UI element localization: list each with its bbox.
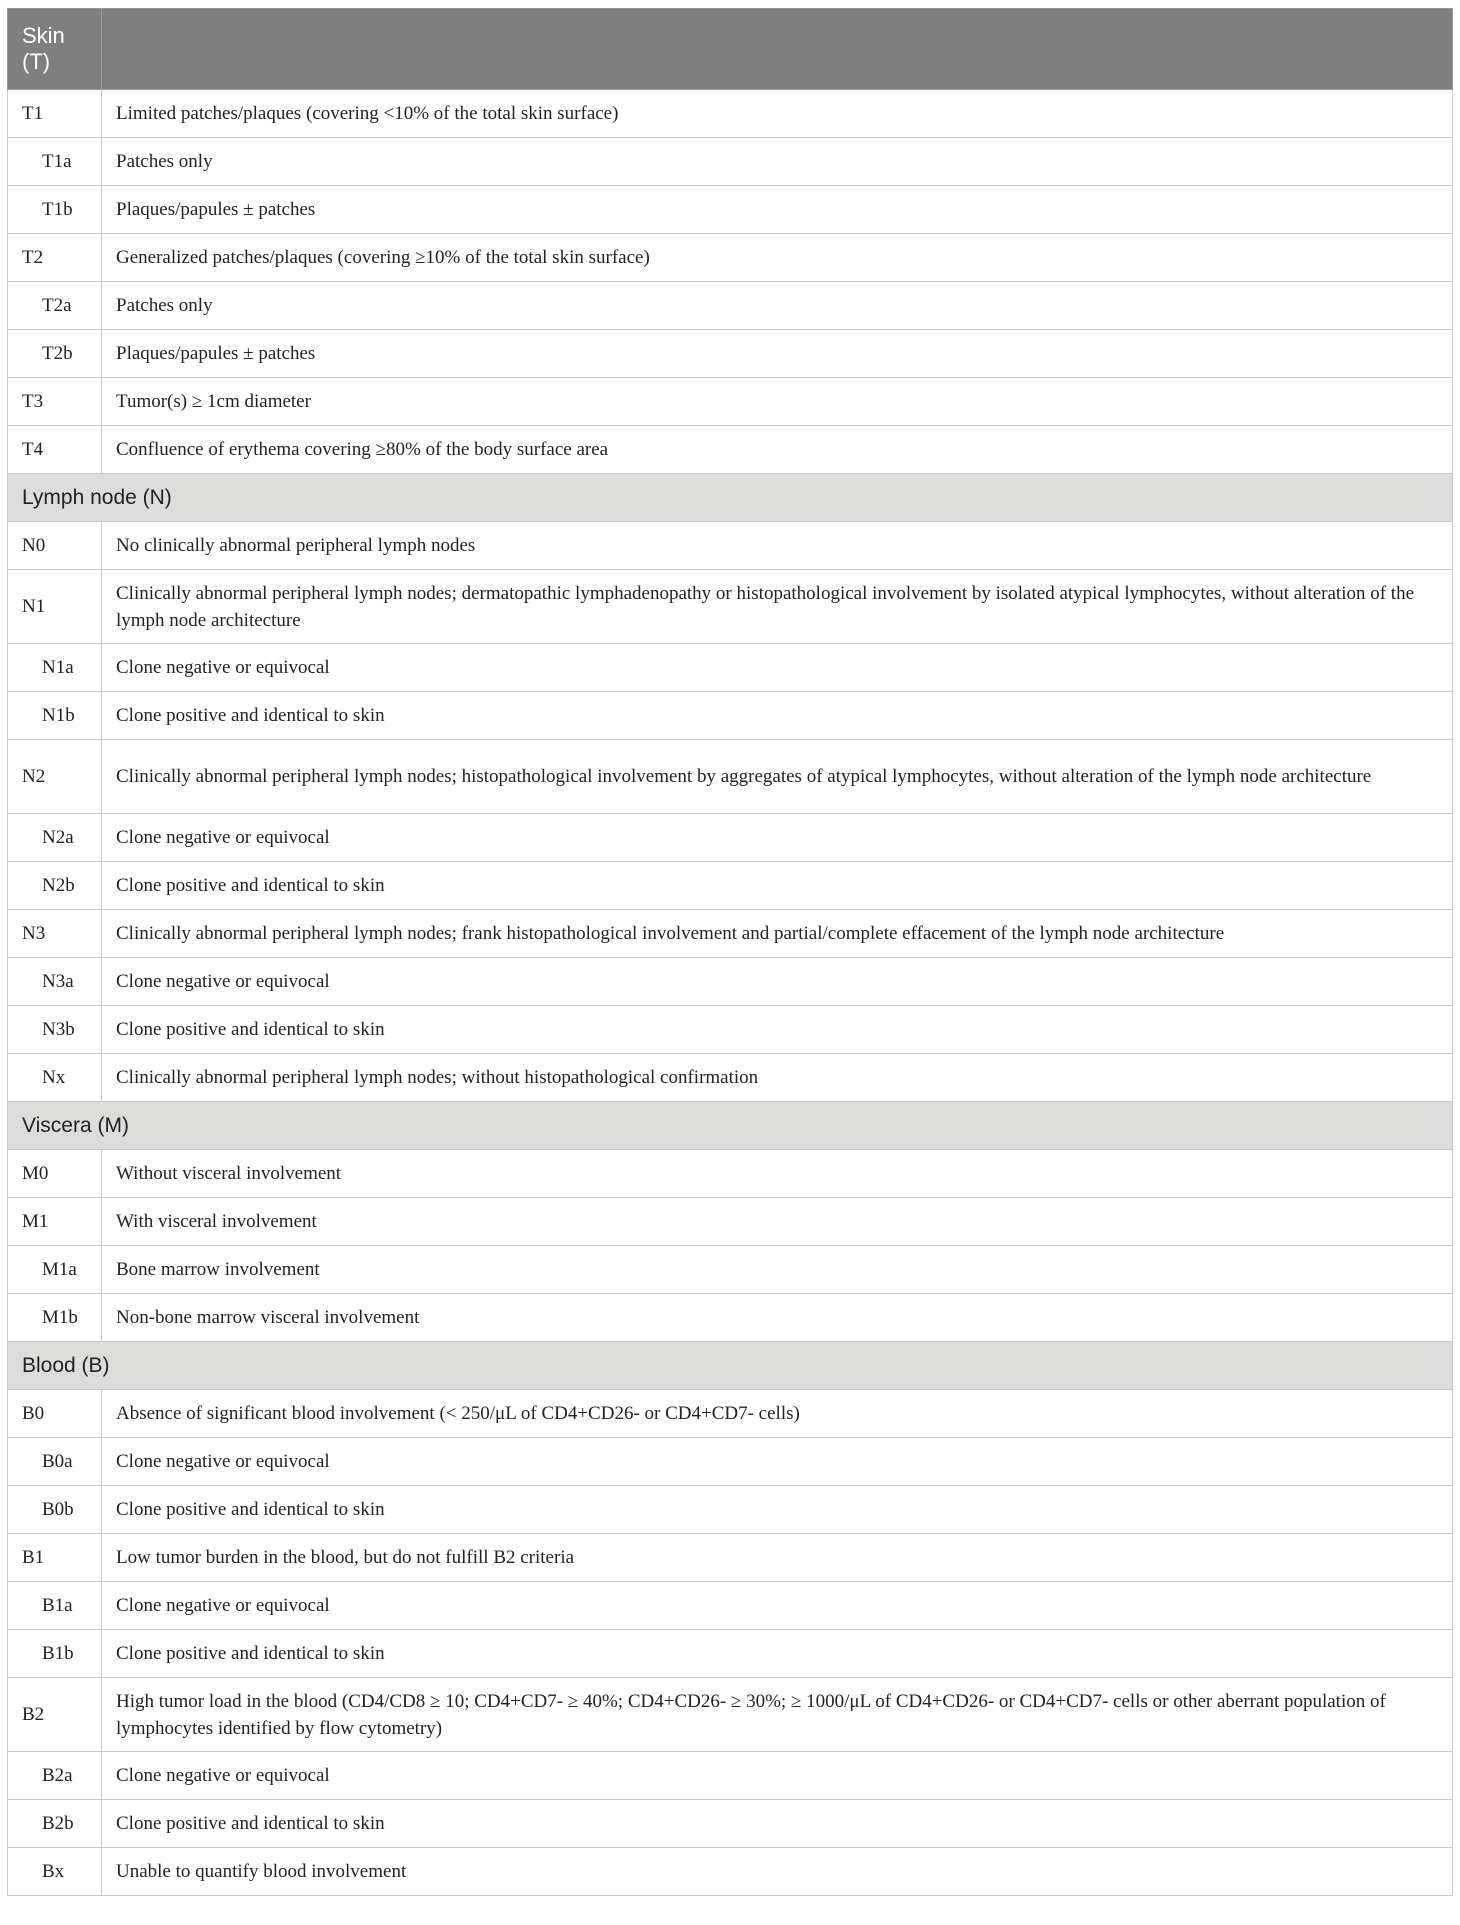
stage-description-cell: Clone negative or equivocal [102,1438,1453,1486]
section-title: Lymph node (N) [8,474,1453,522]
stage-code-cell: B1 [8,1534,102,1582]
stage-code-cell: T4 [8,426,102,474]
stage-code-cell: B2 [8,1678,102,1752]
header-skin-cell [8,9,102,90]
stage-description-cell: Without visceral involvement [102,1150,1453,1198]
table-row [8,330,1453,378]
tnm-staging-table [7,8,1453,1896]
stage-description-cell: Clone negative or equivocal [102,958,1453,1006]
table-row [8,1486,1453,1534]
viscera-section [8,1150,1453,1342]
lymph-node-section [8,522,1453,1102]
table-row [8,958,1453,1006]
stage-code-cell: Nx [8,1054,102,1102]
table-row [8,1630,1453,1678]
table-row [8,1246,1453,1294]
table-row [8,522,1453,570]
table-row [8,1752,1453,1800]
table-row [8,1390,1453,1438]
stage-description-cell: Patches only [102,282,1453,330]
section-header-blood [8,1342,1453,1390]
stage-description-cell: Clone positive and identical to skin [102,1800,1453,1848]
stage-description-cell: Non-bone marrow visceral involvement [102,1294,1453,1342]
stage-description-cell: Limited patches/plaques (covering <10% of the total skin surface) [102,90,1453,138]
stage-description-cell: No clinically abnormal peripheral lymph nodes [102,522,1453,570]
table-row [8,426,1453,474]
stage-description-cell: Clinically abnormal peripheral lymph nodes; dermatopathic lymphadenopathy or histopathological involvement by isolated atypical lymphocytes, without alteration of the lymph node architecture [102,570,1453,644]
stage-code-cell: T3 [8,378,102,426]
stage-code-cell: N2a [8,814,102,862]
table-row [8,814,1453,862]
table-row [8,1534,1453,1582]
stage-code-cell: N2b [8,862,102,910]
stage-code-cell: B0a [8,1438,102,1486]
table-row [8,1054,1453,1102]
table-row [8,234,1453,282]
blood-section [8,1390,1453,1896]
table-row [8,1438,1453,1486]
stage-code-cell: B0b [8,1486,102,1534]
table-row [8,186,1453,234]
table-row [8,910,1453,958]
section-header-lymph-node [8,474,1453,522]
stage-description-cell: Unable to quantify blood involvement [102,1848,1453,1896]
table-row [8,740,1453,814]
stage-description-cell: Plaques/papules ± patches [102,186,1453,234]
stage-code-cell: B2b [8,1800,102,1848]
stage-description-cell: Patches only [102,138,1453,186]
stage-description-cell: Low tumor burden in the blood, but do not fulfill B2 criteria [102,1534,1453,1582]
stage-description-cell: Plaques/papules ± patches [102,330,1453,378]
stage-description-cell: Clone positive and identical to skin [102,692,1453,740]
stage-description-cell: Clone negative or equivocal [102,1752,1453,1800]
stage-description-cell: Clone negative or equivocal [102,814,1453,862]
section-title: Viscera (M) [8,1102,1453,1150]
stage-code-cell: M1a [8,1246,102,1294]
stage-description-cell: With visceral involvement [102,1198,1453,1246]
stage-description-cell: Bone marrow involvement [102,1246,1453,1294]
stage-code-cell: B0 [8,1390,102,1438]
stage-description-cell: Clinically abnormal peripheral lymph nodes; without histopathological confirmation [102,1054,1453,1102]
stage-code-cell: N3 [8,910,102,958]
stage-description-cell: Clinically abnormal peripheral lymph nodes; frank histopathological involvement and partial/complete effacement of the lymph node architecture [102,910,1453,958]
stage-code-cell: T1a [8,138,102,186]
stage-description-cell: Clone positive and identical to skin [102,862,1453,910]
stage-description-cell: Tumor(s) ≥ 1cm diameter [102,378,1453,426]
stage-code-cell: M0 [8,1150,102,1198]
stage-description-cell: Clone positive and identical to skin [102,1486,1453,1534]
table-row [8,644,1453,692]
stage-code-cell: N3a [8,958,102,1006]
table-row [8,1198,1453,1246]
stage-code-cell: T1b [8,186,102,234]
table-row [8,1150,1453,1198]
stage-description-cell: Generalized patches/plaques (covering ≥10% of the total skin surface) [102,234,1453,282]
stage-code-cell: B1b [8,1630,102,1678]
stage-code-cell: T1 [8,90,102,138]
stage-code-cell: T2a [8,282,102,330]
section-title: Blood (B) [8,1342,1453,1390]
stage-code-cell: T2 [8,234,102,282]
stage-description-cell: Absence of significant blood involvement (< 250/μL of CD4+CD26- or CD4+CD7- cells) [102,1390,1453,1438]
table-row [8,1582,1453,1630]
stage-code-cell: Bx [8,1848,102,1896]
stage-description-cell: High tumor load in the blood (CD4/CD8 ≥ 10; CD4+CD7- ≥ 40%; CD4+CD26- ≥ 30%; ≥ 1000/μL of CD4+CD26- or CD4+CD7- cells or other aberrant population of lymphocytes identified by flow cytometry) [102,1678,1453,1752]
stage-code-cell: M1b [8,1294,102,1342]
stage-code-cell: N1 [8,570,102,644]
table-row [8,378,1453,426]
stage-description-cell: Clinically abnormal peripheral lymph nodes; histopathological involvement by aggregates of atypical lymphocytes, without alteration of the lymph node architecture [102,740,1453,814]
stage-description-cell: Confluence of erythema covering ≥80% of the body surface area [102,426,1453,474]
stage-description-cell: Clone positive and identical to skin [102,1630,1453,1678]
table-row [8,282,1453,330]
stage-code-cell: M1 [8,1198,102,1246]
stage-code-cell: N1a [8,644,102,692]
table-row [8,1678,1453,1752]
table-row [8,90,1453,138]
table-row [8,1294,1453,1342]
table-row [8,1848,1453,1896]
table-row [8,862,1453,910]
stage-code-cell: N2 [8,740,102,814]
table-row [8,1800,1453,1848]
header-empty-cell [102,9,1453,90]
stage-code-cell: N3b [8,1006,102,1054]
stage-description-cell: Clone negative or equivocal [102,1582,1453,1630]
stage-code-cell: B1a [8,1582,102,1630]
stage-description-cell: Clone negative or equivocal [102,644,1453,692]
table-header-row [8,9,1453,90]
table-row [8,138,1453,186]
stage-code-cell: N1b [8,692,102,740]
section-header-viscera [8,1102,1453,1150]
table-row [8,1006,1453,1054]
stage-code-cell: T2b [8,330,102,378]
stage-code-cell: N0 [8,522,102,570]
skin-section [8,90,1453,474]
header-skin-label: Skin (T) [22,23,65,74]
stage-description-cell: Clone positive and identical to skin [102,1006,1453,1054]
table-row [8,692,1453,740]
table-row [8,570,1453,644]
stage-code-cell: B2a [8,1752,102,1800]
